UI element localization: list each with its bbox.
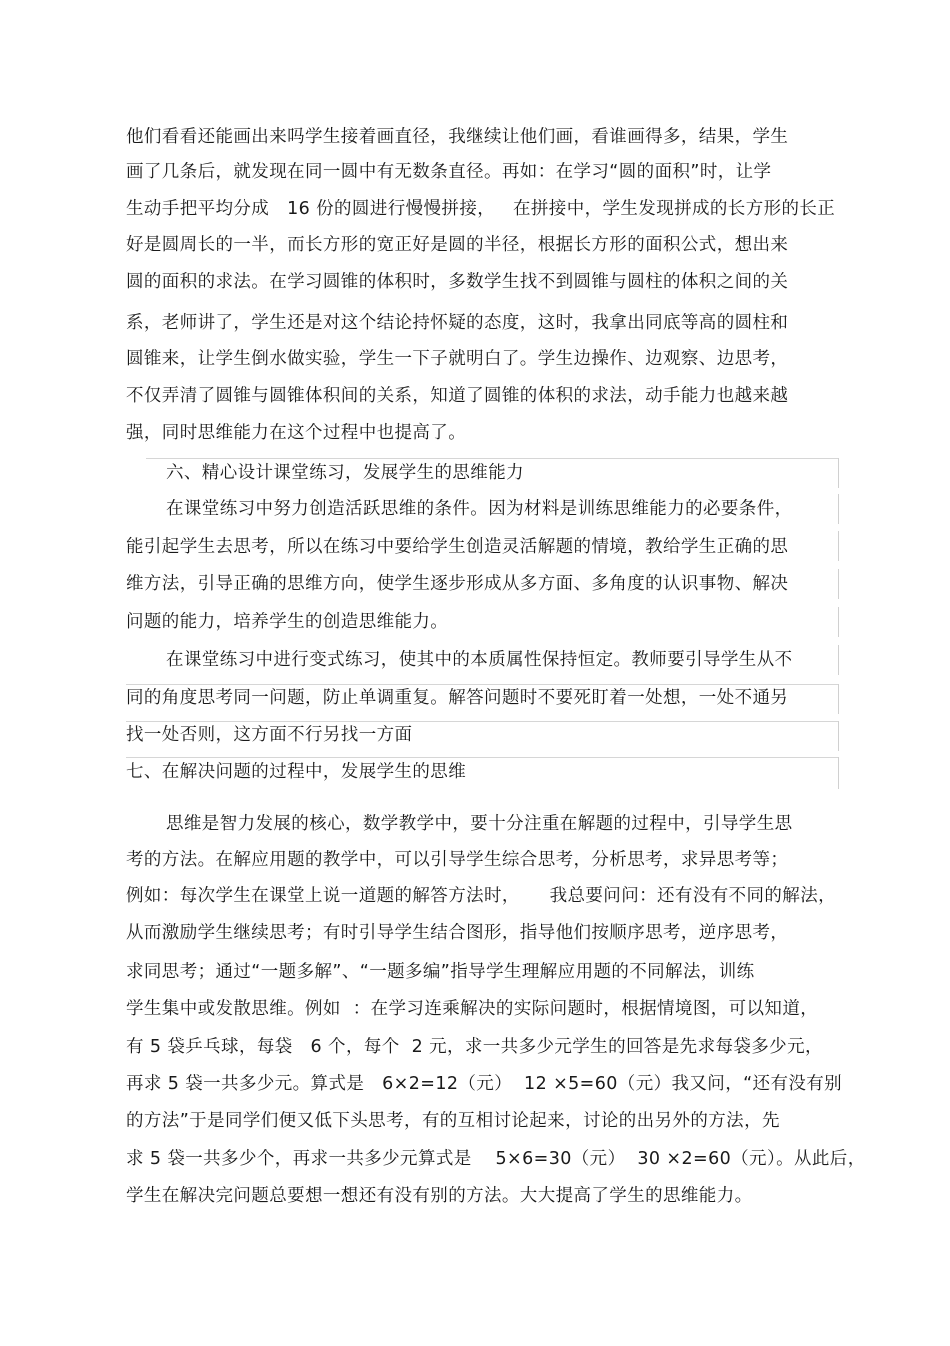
paragraph-line: 维方法，引导正确的思维方向，使学生逐步形成从多方面、多角度的认识事物、解决 <box>126 574 789 594</box>
table-rule <box>838 607 839 637</box>
paragraph-line: 找一处否则，这方面不行另找一方面 <box>126 725 413 745</box>
table-rule <box>838 531 839 561</box>
table-rule <box>838 494 839 524</box>
paragraph-line: 问题的能力，培养学生的创造思维能力。 <box>126 612 449 632</box>
table-rule <box>126 684 838 685</box>
paragraph-line: 圆的面积的求法。在学习圆锥的体积时，多数学生找不到圆锥与圆柱的体积之间的关 <box>126 272 789 292</box>
table-rule <box>838 645 839 675</box>
paragraph-line: 有 5 袋乒乓球，每袋 6 个，每个 2 元，求一共多少元学生的回答是先求每袋多少元， <box>126 1037 823 1057</box>
table-rule <box>126 757 838 758</box>
paragraph-line: 在课堂练习中努力创造活跃思维的条件。因为材料是训练思维能力的必要条件， <box>166 499 793 519</box>
paragraph-line: 例如：每次学生在课堂上说一道题的解答方法时， 我总要问问：还有没有不同的解法， <box>126 886 837 906</box>
paragraph-line: 系，老师讲了，学生还是对这个结论持怀疑的态度，这时，我拿出同底等高的圆柱和 <box>126 313 789 333</box>
paragraph-line: 能引起学生去思考，所以在练习中要给学生创造灵活解题的情境，教给学生正确的思 <box>126 537 789 557</box>
paragraph-line: 在课堂练习中进行变式练习，使其中的本质属性保持恒定。教师要引导学生从不 <box>166 650 793 670</box>
paragraph-line: 强，同时思维能力在这个过程中也提高了。 <box>126 423 467 443</box>
paragraph-line: 求同思考；通过“一题多解”、“一题多编”指导学生理解应用题的不同解法，训练 <box>126 962 755 982</box>
paragraph-line: 他们看看还能画出来吗学生接着画直径，我继续让他们画，看谁画得多，结果，学生 <box>126 127 789 147</box>
table-rule <box>126 721 838 722</box>
paragraph-line: 不仅弄清了圆锥与圆锥体积间的关系，知道了圆锥的体积的求法，动手能力也越来越 <box>126 386 789 406</box>
table-rule <box>838 721 839 751</box>
paragraph-line: 考的方法。在解应用题的教学中，可以引导学生综合思考，分析思考，求异思考等； <box>126 850 789 870</box>
table-rule <box>838 458 839 488</box>
paragraph-line: 学生集中或发散思维。例如 ：在学习连乘解决的实际问题时，根据情境图，可以知道， <box>126 999 819 1019</box>
paragraph-line: 同的角度思考同一问题，防止单调重复。解答问题时不要死盯着一处想，一处不通另 <box>126 688 789 708</box>
table-rule <box>838 684 839 714</box>
paragraph-line: 从而激励学生继续思考；有时引导学生结合图形，指导他们按顺序思考，逆序思考， <box>126 923 789 943</box>
paragraph-line: 思维是智力发展的核心，数学教学中，要十分注重在解题的过程中，引导学生思 <box>166 814 793 834</box>
paragraph-line: 再求 5 袋一共多少元。算式是 6×2=12（元） 12 ×5=60（元）我又问，“还有没有别 <box>126 1074 843 1094</box>
table-rule <box>838 757 839 789</box>
paragraph-line: 学生在解决完问题总要想一想还有没有别的方法。大大提高了学生的思维能力。 <box>126 1186 753 1206</box>
paragraph-line: 好是圆周长的一半，而长方形的宽正好是圆的半径，根据长方形的面积公式，想出来 <box>126 235 789 255</box>
paragraph-line: 的方法”于是同学们便又低下头思考，有的互相讨论起来，讨论的出另外的方法，先 <box>126 1111 780 1131</box>
paragraph-line: 求 5 袋一共多少个，再求一共多少元算式是 5×6=30（元） 30 ×2=60（元）。从此后， <box>126 1149 866 1169</box>
table-rule <box>146 458 838 459</box>
paragraph-line: 画了几条后，就发现在同一圆中有无数条直径。再如：在学习“圆的面积”时，让学 <box>126 162 772 182</box>
paragraph-line: 圆锥来，让学生倒水做实验，学生一下子就明白了。学生边操作、边观察、边思考， <box>126 349 789 369</box>
table-rule <box>838 569 839 599</box>
paragraph-line: 生动手把平均分成 16 份的圆进行慢慢拼接， 在拼接中，学生发现拼成的长方形的长正 <box>126 199 836 219</box>
section-heading: 七、在解决问题的过程中，发展学生的思维 <box>126 762 467 782</box>
section-heading: 六、精心设计课堂练习，发展学生的思维能力 <box>166 463 524 483</box>
